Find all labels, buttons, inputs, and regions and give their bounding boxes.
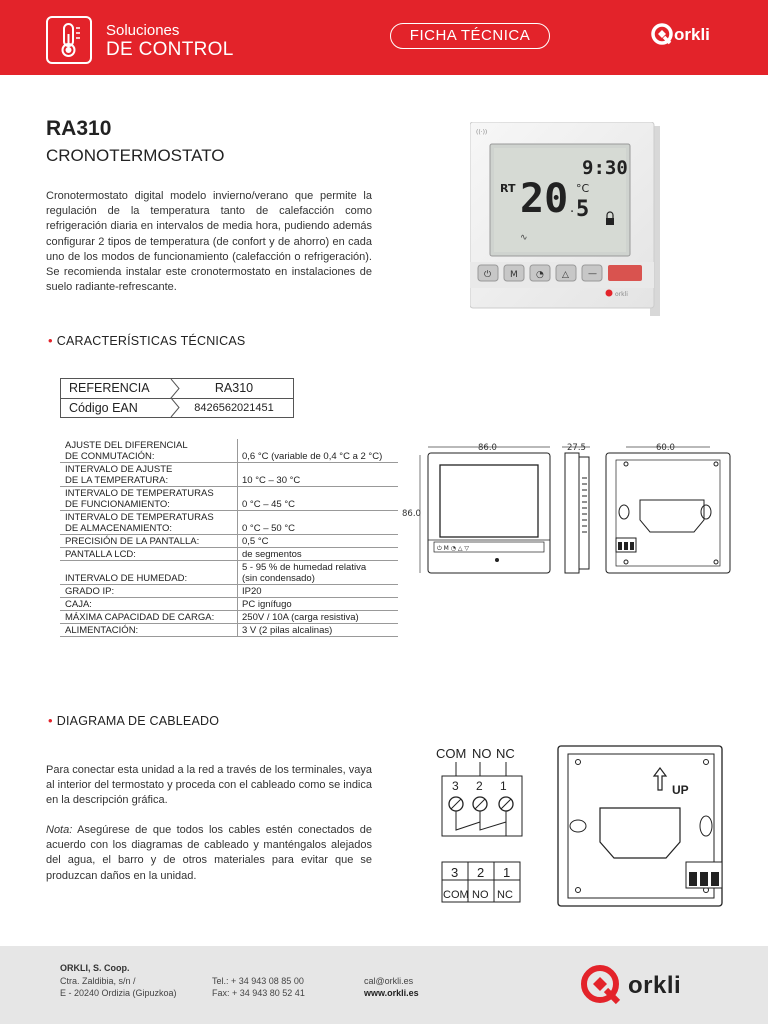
spec-key-line: MÁXIMA CAPACIDAD DE CARGA:: [65, 612, 215, 623]
dim-back: 60.0: [656, 443, 675, 453]
spec-key-line: AJUSTE DEL DIFERENCIAL: [65, 440, 188, 451]
spec-value: [238, 535, 398, 547]
svg-text:⏻: ⏻: [484, 270, 492, 280]
spec-value: [238, 561, 398, 584]
terminal-2: 2: [476, 779, 483, 793]
spec-row: [60, 463, 398, 487]
section-features: [48, 333, 245, 348]
orkli-logo-icon: [650, 22, 674, 51]
spec-key: [60, 535, 238, 547]
footer-logo-text: orkli: [628, 972, 682, 999]
spec-value-line: 10 °C – 30 °C: [242, 475, 301, 486]
spec-value-line: 0,5 °C: [242, 536, 269, 547]
spec-value-line: (sin condensado): [242, 573, 315, 584]
terminal-1: 1: [500, 779, 507, 793]
model-title: RA310: [46, 117, 112, 140]
spec-row: [60, 561, 398, 585]
footer-address1: Ctra. Zaldibia, s/n /: [60, 976, 136, 986]
dim-width: 86.0: [478, 443, 497, 453]
spec-row: [60, 624, 398, 637]
spec-row: [60, 439, 398, 463]
specs-table: [60, 439, 398, 637]
label-no-bottom: NO: [472, 889, 489, 901]
header-logo-text: orkli: [674, 25, 710, 44]
display-dot: .: [570, 201, 575, 216]
spec-value-line: 0,6 °C (variable de 0,4 °C a 2 °C): [242, 451, 383, 462]
svg-text:△: △: [562, 270, 569, 280]
spec-key: [60, 611, 238, 623]
spec-value-line: IP20: [242, 586, 262, 597]
spec-row: [60, 548, 398, 561]
spec-key: [60, 624, 238, 636]
svg-text:∿: ∿: [520, 233, 528, 243]
reference-table: [60, 378, 294, 418]
label-nc-bottom: NC: [497, 889, 513, 901]
spec-key-line: PANTALLA LCD:: [65, 549, 136, 560]
spec-key: [60, 585, 238, 597]
spec-value: [238, 598, 398, 610]
spec-value: [238, 585, 398, 597]
spec-value-line: 250V / 10A (carga resistiva): [242, 612, 359, 623]
spec-value: [238, 611, 398, 623]
spec-value-line: 3 V (2 pilas alcalinas): [242, 625, 333, 636]
spec-key-line: DE CONMUTACIÓN:: [65, 451, 155, 462]
spec-value-line: de segmentos: [242, 549, 302, 560]
display-unit: °C: [576, 182, 590, 195]
wiring-paragraph: Para conectar esta unidad a la red a través de los terminales, vaya al interior del termostato y proceda con el cableado como se indica en la descripción gráfica.: [46, 764, 372, 807]
back-plate-diagram: [556, 744, 726, 915]
spec-key: [60, 439, 238, 462]
section-wiring: [48, 713, 219, 728]
reference-value: RA310: [214, 381, 254, 395]
label-com: COM: [436, 746, 467, 761]
spec-key: [60, 463, 238, 486]
spec-row: [60, 598, 398, 611]
spec-key-line: DE FUNCIONAMIENTO:: [65, 499, 170, 510]
ean-key: Código EAN: [69, 401, 138, 415]
display-button-m: M: [510, 270, 518, 280]
spec-row: [60, 487, 398, 511]
spec-value: [238, 624, 398, 636]
footer-tel: Tel.: + 34 943 08 85 00: [212, 976, 304, 986]
spec-value: [238, 548, 398, 560]
footer-company: ORKLI, S. Coop.: [60, 963, 130, 973]
dim-depth: 27.5: [567, 443, 586, 453]
dim-height: 86.0: [402, 509, 421, 519]
spec-row: [60, 611, 398, 624]
svg-text:◔: ◔: [536, 270, 544, 280]
spec-value-line: 0 °C – 45 °C: [242, 499, 296, 510]
spec-key-line: CAJA:: [65, 599, 92, 610]
footer-web[interactable]: www.orkli.es: [364, 988, 419, 998]
dimension-drawings: [400, 438, 740, 585]
spec-key-line: ALIMENTACIÓN:: [65, 625, 139, 636]
terminal-3-bottom: 3: [451, 865, 459, 880]
spec-value: [238, 487, 398, 510]
wiring-note-text: Asegúrese de que todos los cables estén conectados de acuerdo con los diagramas de cableado y manténgalos alejados del agua, el barro y de otros materiales para evitar que se produzcan daños en la unidad.: [46, 824, 372, 882]
reference-key: REFERENCIA: [69, 381, 150, 395]
spec-row: [60, 535, 398, 548]
svg-text:orkli: orkli: [615, 291, 628, 298]
svg-text:—: —: [588, 269, 597, 279]
wiring-note-label: Nota:: [46, 824, 73, 836]
label-nc: NC: [496, 746, 515, 761]
spec-key-line: INTERVALO DE HUMEDAD:: [65, 573, 188, 584]
svg-text:((·)): ((·)): [476, 129, 488, 136]
terminal-3: 3: [452, 779, 459, 793]
display-temp: 20: [520, 176, 569, 222]
spec-key-line: INTERVALO DE TEMPERATURAS: [65, 512, 214, 523]
ficha-tecnica-badge: FICHA TÉCNICA: [390, 23, 550, 49]
product-image: [470, 122, 662, 325]
spec-key-line: INTERVALO DE TEMPERATURAS: [65, 488, 214, 499]
spec-key: [60, 598, 238, 610]
ean-value: 8426562021451: [194, 402, 274, 414]
spec-key: [60, 511, 238, 534]
section-features-label: CARACTERÍSTICAS TÉCNICAS: [56, 334, 246, 348]
bullet-icon: •: [48, 713, 53, 728]
spec-value: [238, 463, 398, 486]
bullet-icon: •: [48, 333, 53, 348]
header-bar: [0, 0, 768, 75]
spec-key-line: DE ALMACENAMIENTO:: [65, 523, 172, 534]
wiring-note: [46, 823, 372, 884]
footer-logo-icon: [580, 964, 624, 1013]
spec-value-line: PC ignífugo: [242, 599, 292, 610]
spec-key-line: DE LA TEMPERATURA:: [65, 475, 169, 486]
spec-value-line: 5 - 95 % de humedad relativa: [242, 562, 367, 573]
intro-paragraph: Cronotermostato digital modelo invierno/verano que permite la regulación de la temperatura tanto de calefacción como refrigeración diaria en intervalos de media hora, pudiendo además configurar 2 tipos de temperatura (de confort y de ahorro) en cada uno de los modos de funcionamiento (calefacción o refrigeración). Se recomienda instalar este cronotermostato en instalaciones de suelo radiante-refrescante.: [46, 190, 372, 294]
spec-row: [60, 511, 398, 535]
wiring-terminal-diagram: [432, 740, 532, 915]
product-subtitle: CRONOTERMOSTATO: [46, 146, 225, 165]
spec-key: [60, 548, 238, 560]
spec-value-line: 0 °C – 50 °C: [242, 523, 296, 534]
terminal-1-bottom: 1: [503, 865, 511, 880]
spec-row: [60, 585, 398, 598]
spec-value: [238, 439, 398, 462]
footer-address2: E - 20240 Ordizia (Gipuzkoa): [60, 988, 177, 998]
section-wiring-label: DIAGRAMA DE CABLEADO: [56, 714, 220, 728]
spec-key: [60, 487, 238, 510]
display-rt: RT: [500, 182, 516, 195]
svg-text:⏻ M ◔ △ ▽: ⏻ M ◔ △ ▽: [437, 545, 470, 552]
spec-value: [238, 511, 398, 534]
spec-key-line: GRADO IP:: [65, 586, 115, 597]
spec-key-line: PRECISIÓN DE LA PANTALLA:: [65, 536, 200, 547]
header-line1: Soluciones: [106, 22, 180, 39]
terminal-2-bottom: 2: [477, 865, 485, 880]
spec-key-line: INTERVALO DE AJUSTE: [65, 464, 173, 475]
label-com-bottom: COM: [443, 889, 469, 901]
footer-email[interactable]: cal@orkli.es: [364, 976, 414, 986]
display-time: 9:30: [582, 157, 628, 179]
display-temp-dec: 5: [576, 197, 590, 222]
thermometer-icon: [46, 16, 92, 64]
chevron-divider-icon: [169, 379, 183, 419]
footer-fax: Fax: + 34 943 80 52 41: [212, 988, 305, 998]
up-label: UP: [672, 783, 689, 797]
header-line2: DE CONTROL: [106, 39, 234, 60]
label-no: NO: [472, 746, 492, 761]
spec-key: [60, 561, 238, 584]
